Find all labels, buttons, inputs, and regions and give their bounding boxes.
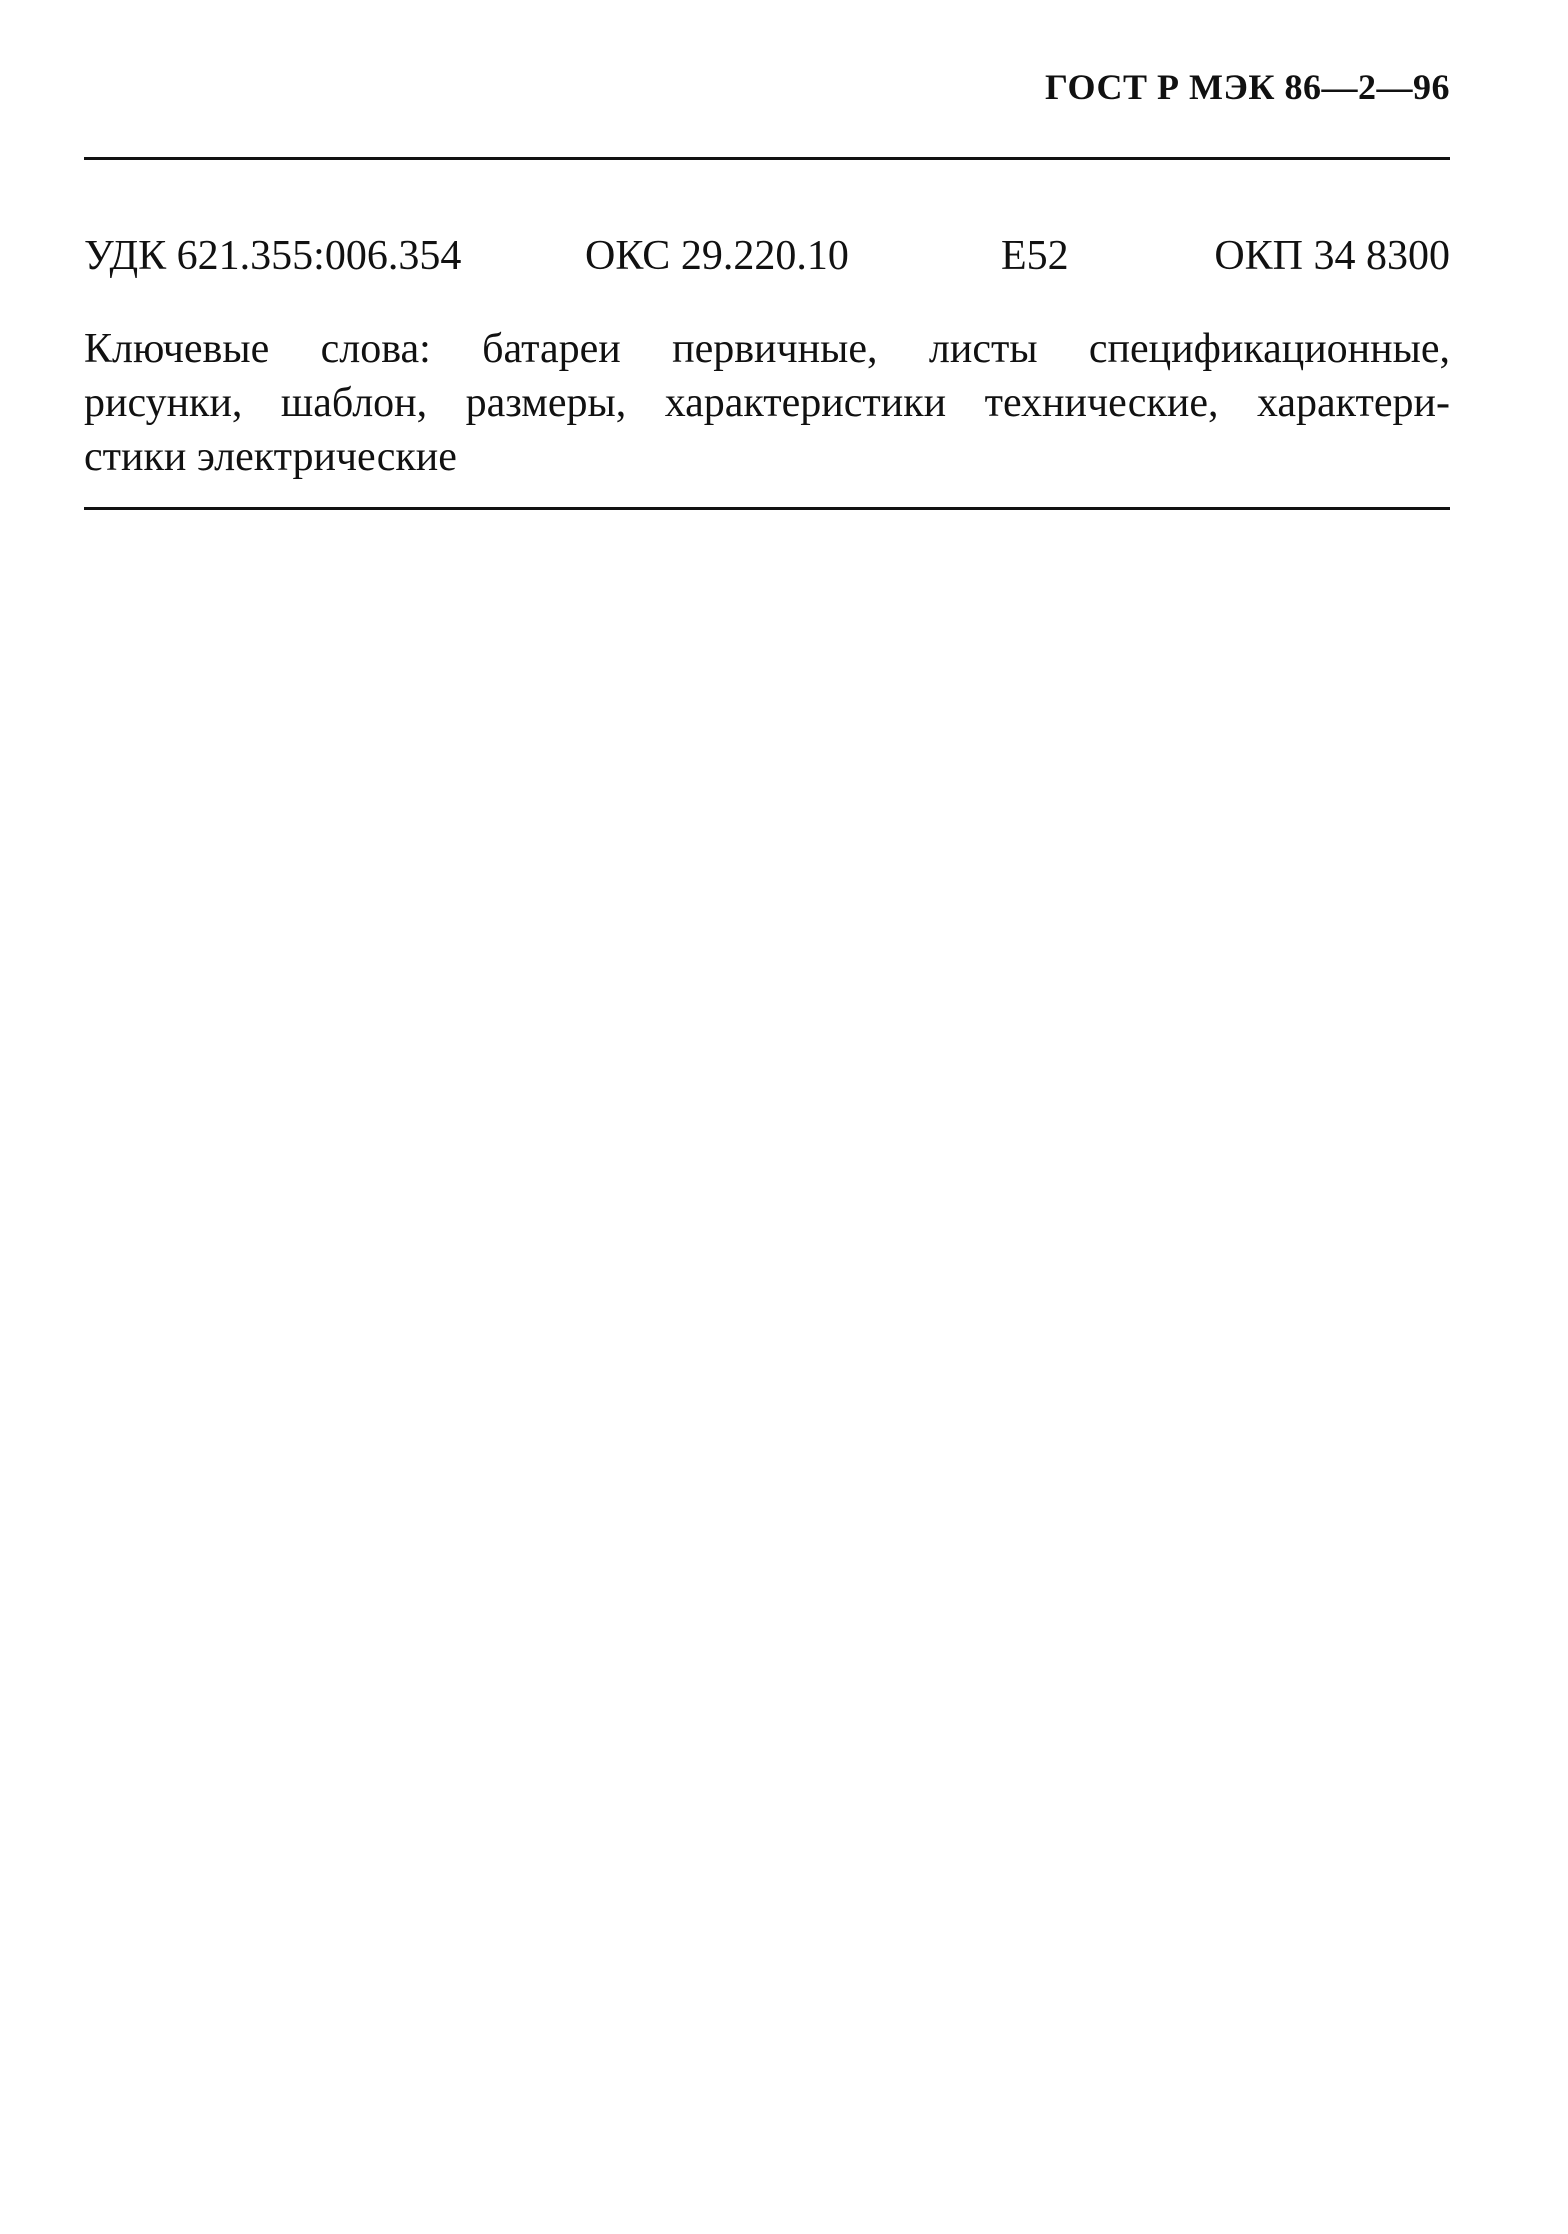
classification-codes-row [84,228,1450,284]
okp-code: ОКП 34 8300 [1214,233,1450,279]
udk-code: УДК 621.355:006.354 [84,233,462,279]
keywords-line: рисунки, шаблон, размеры, характеристики технические, характери- [84,380,1450,426]
oks-code: ОКС 29.220.10 [585,233,849,279]
group-code: Е52 [1001,233,1069,279]
standard-number-header: ГОСТ Р МЭК 86—2—96 [1045,67,1450,107]
bottom-divider [84,507,1450,510]
top-divider [84,157,1450,160]
keywords-line: стики электрические [84,434,457,480]
keywords-paragraph [84,322,1450,484]
keywords-line: Ключевые слова: батареи первичные, листы спецификационные, [84,326,1450,372]
